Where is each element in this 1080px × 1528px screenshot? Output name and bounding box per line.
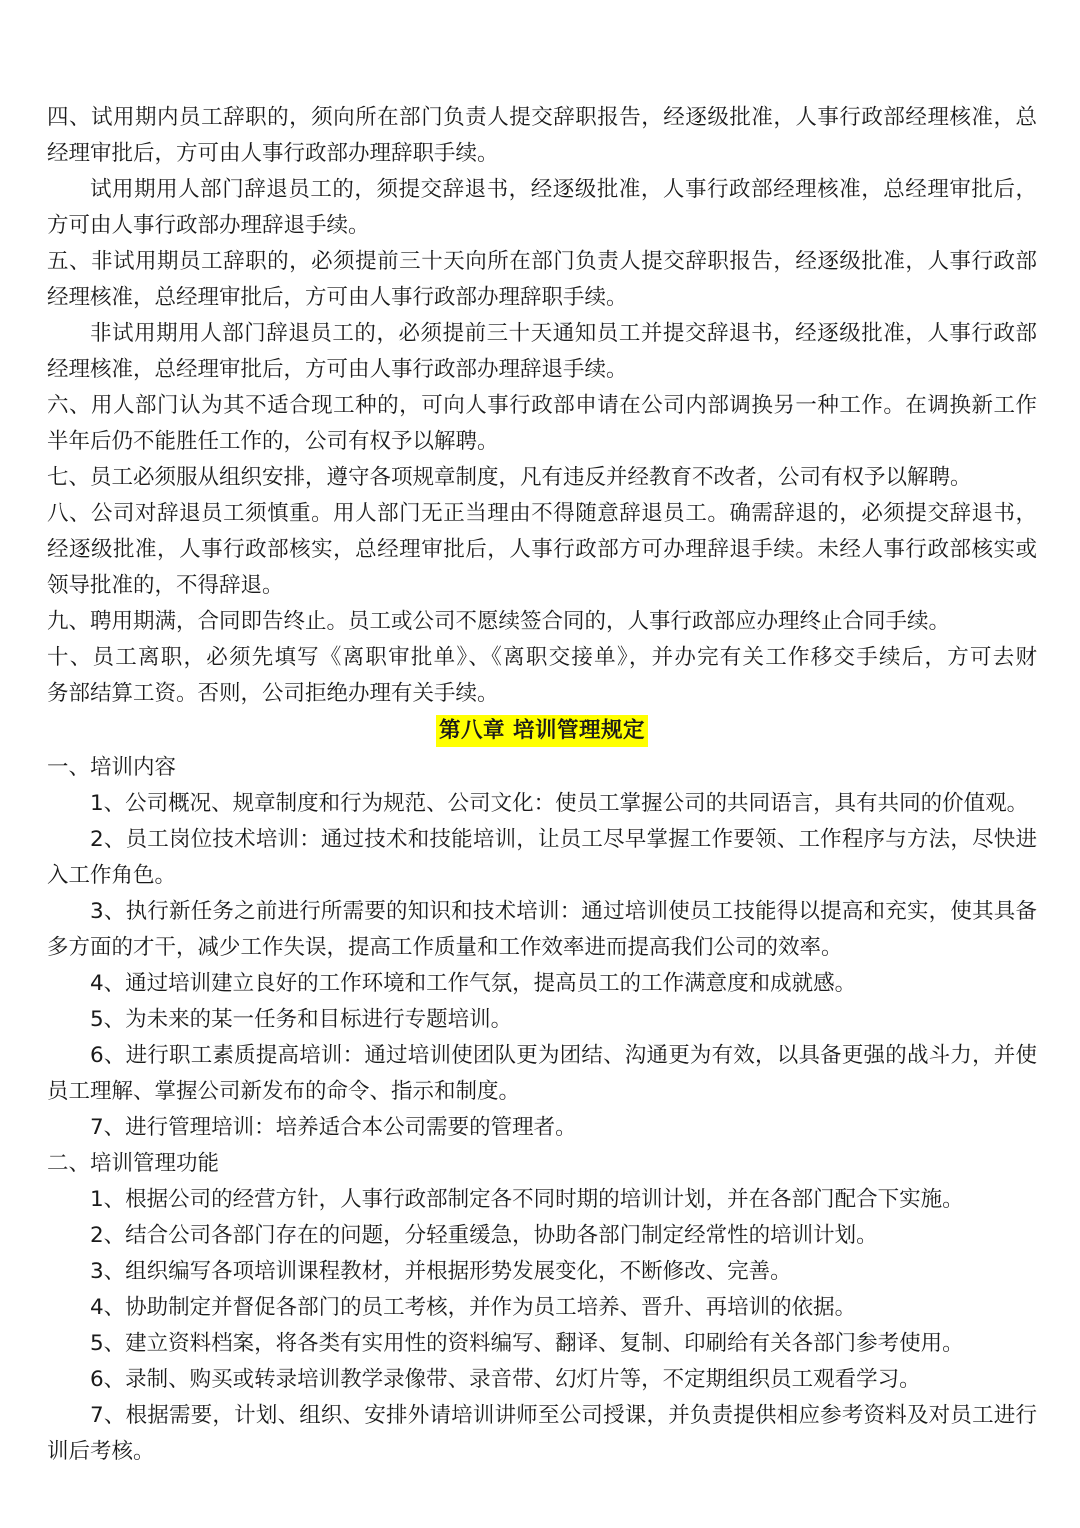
text-line: 九、聘用期满，合同即告终止。员工或公司不愿续签合同的，人事行政部应办理终止合同手续。 (47, 609, 951, 634)
text-line: 7、进行管理培训：培养适合本公司需要的管理者。 (90, 1115, 577, 1140)
text-line: 入工作角色。 (47, 863, 177, 888)
text-line: 训后考核。 (47, 1439, 155, 1464)
text-line: 六、用人部门认为其不适合现工种的，可向人事行政部申请在公司内部调换另一种工作。在调换新工作 (47, 393, 1037, 418)
chapter-heading-line (47, 712, 1037, 750)
chapter7-continuation-section (47, 100, 1037, 712)
text-line: 八、公司对辞退员工须慎重。用人部门无正当理由不得随意辞退员工。确需辞退的，必须提交辞退书， (47, 501, 1037, 526)
text-line: 4、协助制定并督促各部门的员工考核，并作为员工培养、晋升、再培训的依据。 (90, 1295, 857, 1320)
text-line: 半年后仍不能胜任工作的，公司有权予以解聘。 (47, 429, 499, 454)
text-line: 2、结合公司各部门存在的问题，分轻重缓急，协助各部门制定经常性的培训计划。 (90, 1223, 878, 1248)
chapter8-training-section (47, 750, 1037, 1470)
text-line: 1、公司概况、规章制度和行为规范、公司文化：使员工掌握公司的共同语言，具有共同的价值观。 (90, 791, 1029, 816)
text-line: 务部结算工资。否则，公司拒绝办理有关手续。 (47, 681, 499, 706)
text-line: 经理审批后，方可由人事行政部办理辞职手续。 (47, 141, 499, 166)
text-line: 7、根据需要，计划、组织、安排外请培训讲师至公司授课，并负责提供相应参考资料及对员工进行 (90, 1403, 1037, 1428)
text-line: 经理核准，总经理审批后，方可由人事行政部办理辞职手续。 (47, 285, 628, 310)
text-line: 七、员工必须服从组织安排，遵守各项规章制度，凡有违反并经教育不改者，公司有权予以解聘。 (47, 465, 972, 490)
text-line: 领导批准的，不得辞退。 (47, 573, 284, 598)
text-line: 非试用期用人部门辞退员工的，必须提前三十天通知员工并提交辞退书，经逐级批准，人事行政部 (90, 321, 1037, 346)
text-line: 5、为未来的某一任务和目标进行专题培训。 (90, 1007, 513, 1032)
document-page (47, 100, 1037, 1470)
text-line: 员工理解、掌握公司新发布的命令、指示和制度。 (47, 1079, 521, 1104)
text-line: 经理核准，总经理审批后，方可由人事行政部办理辞退手续。 (47, 357, 628, 382)
text-line: 6、录制、购买或转录培训教学录像带、录音带、幻灯片等，不定期组织员工观看学习。 (90, 1367, 921, 1392)
text-line: 4、通过培训建立良好的工作环境和工作气氛，提高员工的工作满意度和成就感。 (90, 971, 857, 996)
text-line: 二、培训管理功能 (47, 1151, 220, 1176)
text-line: 多方面的才干，减少工作失误，提高工作质量和工作效率进而提高我们公司的效率。 (47, 935, 843, 960)
text-line: 经逐级批准，人事行政部核实，总经理审批后，人事行政部方可办理辞退手续。未经人事行政部核实或 (47, 537, 1037, 562)
text-line: 试用期用人部门辞退员工的，须提交辞退书，经逐级批准，人事行政部经理核准，总经理审批后， (90, 177, 1037, 202)
text-line: 5、建立资料档案，将各类有实用性的资料编写、翻译、复制、印刷给有关各部门参考使用。 (90, 1331, 964, 1356)
text-line: 2、员工岗位技术培训：通过技术和技能培训，让员工尽早掌握工作要领、工作程序与方法，尽快进 (90, 827, 1037, 852)
chapter-heading: 第八章 培训管理规定 (436, 715, 648, 747)
text-line: 四、试用期内员工辞职的，须向所在部门负责人提交辞职报告，经逐级批准，人事行政部经理核准，总 (47, 105, 1037, 130)
text-line: 3、组织编写各项培训课程教材，并根据形势发展变化，不断修改、完善。 (90, 1259, 792, 1284)
text-line: 6、进行职工素质提高培训：通过培训使团队更为团结、沟通更为有效，以具备更强的战斗力，并使 (90, 1043, 1037, 1068)
text-line: 3、执行新任务之前进行所需要的知识和技术培训：通过培训使员工技能得以提高和充实，使其具备 (90, 899, 1037, 924)
text-line: 一、培训内容 (47, 755, 177, 780)
text-line: 五、非试用期员工辞职的，必须提前三十天向所在部门负责人提交辞职报告，经逐级批准，人事行政部 (47, 249, 1037, 274)
text-line: 十、员工离职，必须先填写《离职审批单》、《离职交接单》，并办完有关工作移交手续后，方可去财 (47, 645, 1037, 670)
text-line: 1、根据公司的经营方针，人事行政部制定各不同时期的培训计划，并在各部门配合下实施。 (90, 1187, 964, 1212)
text-line: 方可由人事行政部办理辞退手续。 (47, 213, 370, 238)
